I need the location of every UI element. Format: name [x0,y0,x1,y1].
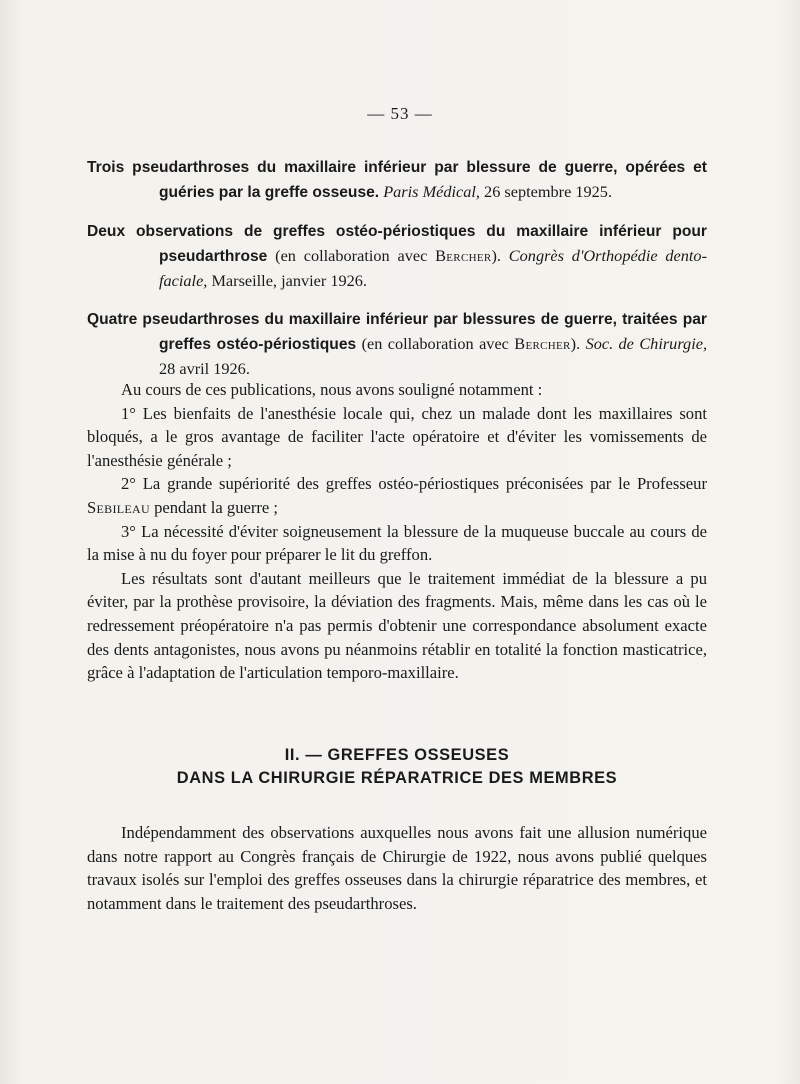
reference-title: Quatre pseudarthroses du maxillaire inférieur par blessures de guerre, traitées par greffes ostéo-périostiques [87,311,707,353]
point-3-paragraph: 3° La nécessité d'éviter soigneusement la blessure de la muqueuse buccale au cours de la mise à nu du foyer pour préparer le lit du greffon. [87,521,707,565]
reference-item [87,307,707,381]
section-heading [87,744,707,790]
reference-sep: ). [570,334,586,353]
closing-paragraph: Indépendamment des observations auxquelles nous avons fait une allusion numérique dans notre rapport au Congrès français de Chirurgie de 1922, nous avons publié quelques travaux isolés sur l'emploi des greffes osseuses dans la chirurgie réparatrice des membres, et notamment dans le traitement des pseudarthroses. [87,823,707,913]
point-1-paragraph: 1° Les bienfaits de l'anesthésie locale qui, chez un malade dont les maxillaires sont bloqués, a le gros avantage de faciliter l'acte opératoire et d'éviter les vomissements de l'anesthésie générale ; [87,403,707,470]
point-2-name: Sebileau [87,497,150,517]
reference-title: Deux observations de greffes ostéo-périostiques du maxillaire inférieur pour pseudarthrose [87,223,707,265]
point-2-tail: pendant la guerre ; [149,497,279,517]
page-number: — 53 — [367,104,433,123]
reference-list [87,155,707,395]
point-2-text: 2° La grande supériorité des greffes ostéo-périostiques préconisées par le Professeur [121,474,707,494]
section-heading-line-1: II. — GREFFES OSSEUSES [284,746,510,764]
reference-coauthor: Bercher [435,246,492,265]
point-2-paragraph [87,472,707,519]
reference-journal: Paris Médical, [383,182,480,201]
section-heading-line-2: DANS LA CHIRURGIE RÉPARATRICE DES MEMBRES [176,769,618,787]
intro-paragraph: Au cours de ces publications, nous avons souligné notamment : [121,380,543,399]
reference-item [87,155,707,205]
results-paragraph: Les résultats sont d'autant meilleurs que le traitement immédiat de la blessure a pu éviter, par la prothèse provisoire, la déviation des fragments. Mais, même dans les cas où le redressement préopératoire n'a pas permis d'obtenir une correspondance absolument exacte des dents antagonistes, nous avons pu néanmoins rétablir en totalité la fonction masticatrice, grâce à l'adaptation de l'articulation temporo-maxillaire. [87,568,707,683]
reference-date: Marseille, janvier 1926. [207,271,367,290]
reference-collab: (en collaboration avec [356,334,515,353]
reference-date: 26 septembre 1925. [479,182,613,201]
closing-section [87,821,707,915]
reference-sep: ). [491,246,509,265]
reference-item [87,219,707,293]
reference-collab: (en collaboration avec [267,246,436,265]
body-text [87,378,707,685]
reference-journal: Soc. de Chirurgie, [585,334,708,353]
reference-coauthor: Bercher [514,334,571,353]
reference-date: 28 avril 1926. [159,359,250,378]
reference-title: Trois pseudarthroses du maxillaire inférieur par blessure de guerre, opérées et guéries par la greffe osseuse. [87,159,707,201]
reference-journal: Congrès d'Orthopédie dento-faciale, [159,246,707,290]
